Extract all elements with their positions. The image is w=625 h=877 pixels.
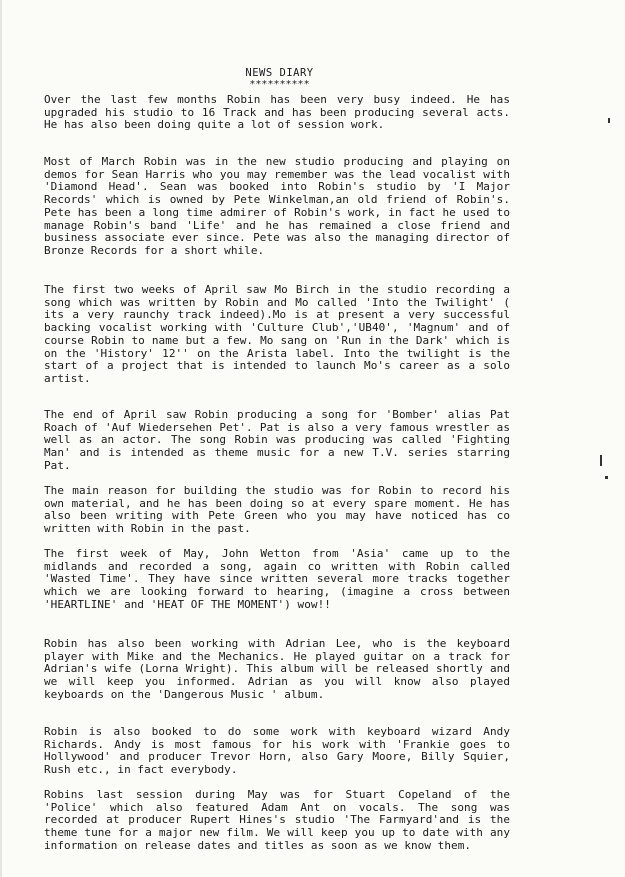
paragraph: The main reason for building the studio was for Robin to record his own material, and he has been doing so at every spare moment. He has also been writing with Pete Green who you may have noticed has co written with Robin in the past. [44, 484, 510, 536]
margin-speck [605, 476, 608, 479]
title-underline: ********** [249, 79, 310, 90]
paragraph: Over the last few months Robin has been very busy indeed. He has upgraded his studio to 16 Track and has been producing several acts. He has also been doing quite a lot of session work. [44, 93, 510, 132]
margin-speck [600, 455, 602, 466]
paragraph: Robin has also been working with Adrian Lee, who is the keyboard player with Mike and the Mechanics. He played guitar on a track for Adrian's wife (Lorna Wright). This album will be released shortly and we will keep you informed. Adrian as you will know also played keyboards on the 'Dangerous Music ' album. [44, 637, 510, 701]
paragraph: The first two weeks of April saw Mo Birch in the studio recording a song which was written by Robin and Mo called 'Into the Twilight' ( its a very raunchy track indeed).Mo is at present a very successful backing vocalist working with 'Culture Club','UB40', 'Magnum' and of course Robin to name but a few. Mo sang on 'Run in the Dark' which is on the 'History' 12'' on the Arista label. Into the twilight is the start of a project that is intended to launch Mo's career as a solo artist. [44, 283, 510, 385]
paragraph: The end of April saw Robin producing a song for 'Bomber' alias Pat Roach of 'Auf Wiedersehen Pet'. Pat is also a very famous wrestler as well as an actor. The song Robin was producing was called 'Fighting Man' and is intended as theme music for a new T.V. series starring Pat. [44, 408, 510, 472]
paragraph: Robins last session during May was for Stuart Copeland of the 'Police' which also featured Adam Ant on vocals. The song was recorded at producer Rupert Hines's studio 'The Farmyard'and is the theme tune for a major new film. We will keep you up to date with any information on release dates and titles as soon as we know them. [44, 788, 510, 852]
paragraph: The first week of May, John Wetton from 'Asia' came up to the midlands and recorded a song, again co written with Robin called 'Wasted Time'. They have since written several more tracks together which we are looking forward to hearing, (imagine a cross between 'HEARTLINE' and 'HEAT OF THE MOMENT') wow!! [44, 547, 510, 611]
page-edge [0, 0, 2, 877]
page-title: NEWS DIARY [245, 67, 314, 79]
paragraph: Robin is also booked to do some work with keyboard wizard Andy Richards. Andy is most famous for his work with 'Frankie goes to Hollywood' and producer Trevor Horn, also Gary Moore, Billy Squier, Rush etc., in fact everybody. [44, 725, 510, 777]
margin-speck [608, 118, 610, 123]
paragraph: Most of March Robin was in the new studio producing and playing on demos for Sean Harris who you may remember was the lead vocalist with 'Diamond Head'. Sean was booked into Robin's studio by 'I Major Records' which is owned by Pete Winkelman,an old friend of Robin's. Pete has been a long time admirer of Robin's work, in fact he used to manage Robin's band 'Life' and he has remained a close friend and business associate ever since. Pete was also the managing director of Bronze Records for a short while. [44, 155, 510, 257]
